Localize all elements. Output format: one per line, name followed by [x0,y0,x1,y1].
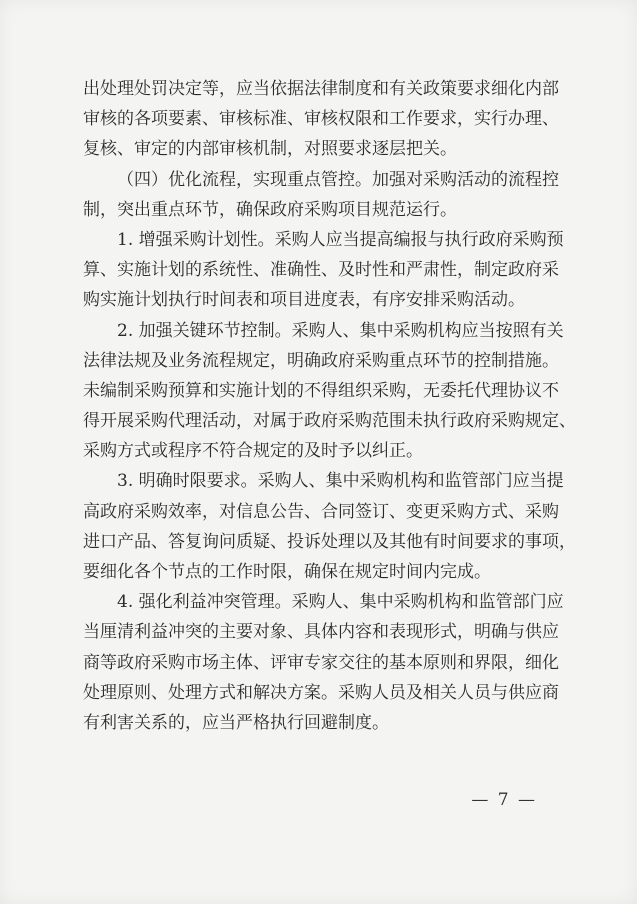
text-line: 复核、审定的内部审核机制，对照要求逐层把关。 [83,139,457,160]
text-line: 进口产品、答复询问质疑、投诉处理以及其他有时间要求的事项， [83,531,576,552]
text-line: 法律法规及业务流程规定，明确政府采购重点环节的控制措施。 [83,350,559,371]
text-line: 高政府采购效率，对信息公告、合同签订、变更采购方式、采购 [83,501,559,522]
text-line: 审核的各项要素、审核标准、审核权限和工作要求，实行办理、 [83,109,559,130]
text-line: 处理原则、处理方式和解决方案。采购人员及相关人员与供应商 [83,682,559,703]
item-1-line: 1. 增强采购计划性。采购人应当提高编报与执行政府采购预 [117,229,564,250]
text-line: 采购方式或程序不符合规定的及时予以纠正。 [83,441,423,462]
item-3-line: 3. 明确时限要求。采购人、集中采购机构和监管部门应当提 [117,471,564,492]
page-number: — 7 — [471,790,537,810]
text-line: 商等政府采购市场主体、评审专家交往的基本原则和界限，细化 [83,652,559,673]
text-line: 要细化各个节点的工作时限，确保在规定时间内完成。 [83,562,491,582]
text-line: 当厘清利益冲突的主要对象、具体内容和表现形式，明确与供应 [83,622,559,643]
text-line: 制，突出重点环节，确保政府采购项目规范运行。 [83,199,457,220]
item-2-line: 2. 加强关键环节控制。采购人、集中采购机构应当按照有关 [117,320,564,341]
text-line: 未编制采购预算和实施计划的不得组织采购，无委托代理协议不 [83,380,559,401]
text-line: 算、实施计划的系统性、准确性、及时性和严肃性，制定政府采 [83,260,559,281]
section-heading-line: （四）优化流程，实现重点管控。加强对采购活动的流程控 [117,169,559,190]
text-line: 购实施计划执行时间表和项目进度表，有序安排采购活动。 [83,290,525,311]
item-4-line: 4. 强化利益冲突管理。采购人、集中采购机构和监管部门应 [117,592,564,613]
text-line: 有利害关系的，应当严格执行回避制度。 [83,712,389,733]
text-line: 出处理处罚决定等，应当依据法律制度和有关政策要求细化内部 [83,79,559,99]
body-text [83,74,576,738]
text-line: 得开展采购代理活动，对属于政府采购范围未执行政府采购规定、 [83,411,576,432]
